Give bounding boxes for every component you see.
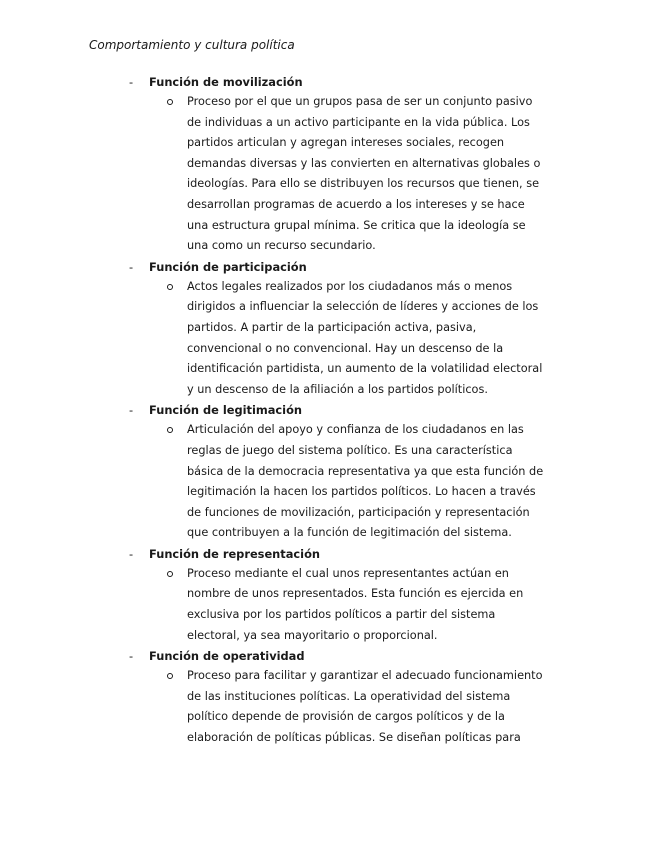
sub-item [0, 564, 655, 646]
section-paragraph [187, 92, 562, 257]
section-heading [0, 646, 655, 666]
section-representacion [0, 544, 655, 646]
text-line: Articulación del apoyo y confianza de los ciudadanos en las [187, 423, 524, 437]
text-line: electoral, ya sea mayoritario o proporcional. [187, 628, 438, 642]
text-line: político depende de provisión de cargos políticos y de la [187, 710, 505, 724]
section-title: Función de legitimación [149, 403, 303, 418]
dash-bullet: - [129, 649, 134, 664]
dash-bullet: - [129, 546, 134, 561]
text-line: y un descenso de la afiliación a los partidos políticos. [187, 382, 488, 396]
text-line: Proceso mediante el cual unos representantes actúan en [187, 566, 509, 580]
hollow-circle-bullet-icon [166, 666, 174, 687]
text-line: de individuas a un activo participante en la vida pública. Los [187, 115, 530, 129]
text-line: legitimación la hacen los partidos políticos. Lo hacen a través [187, 485, 536, 499]
hollow-circle-bullet-icon [166, 92, 174, 113]
text-line: identificación partidista, un aumento de la volatilidad electoral [187, 362, 543, 376]
section-title: Función de representación [149, 546, 321, 561]
text-line: de las instituciones políticas. La operatividad del sistema [187, 689, 511, 703]
sub-item [0, 92, 655, 257]
section-paragraph [187, 666, 562, 748]
text-line: Actos legales realizados por los ciudadanos más o menos [187, 279, 513, 293]
text-line: una estructura grupal mínima. Se critica que la ideología se [187, 218, 526, 232]
running-header: Comportamiento y cultura política [89, 38, 295, 52]
sub-item [0, 666, 655, 748]
section-paragraph [187, 277, 562, 401]
text-line: convencional o no convencional. Hay un descenso de la [187, 341, 504, 355]
hollow-circle-bullet-icon [166, 277, 174, 298]
dash-bullet: - [129, 259, 134, 274]
text-line: dirigidos a influenciar la selección de líderes y acciones de los [187, 300, 539, 314]
section-title: Función de participación [149, 259, 307, 274]
text-line: reglas de juego del sistema político. Es una característica [187, 443, 513, 457]
sub-item [0, 420, 655, 544]
dash-bullet: - [129, 403, 134, 418]
text-line: Proceso para facilitar y garantizar el adecuado funcionamiento [187, 669, 543, 683]
section-paragraph [187, 420, 562, 544]
section-heading [0, 257, 655, 277]
text-line: partidos. A partir de la participación activa, pasiva, [187, 320, 477, 334]
document-body [0, 72, 655, 749]
text-line: nombre de unos representados. Esta función es ejercida en [187, 587, 524, 601]
section-participacion [0, 257, 655, 401]
section-legitimacion [0, 400, 655, 544]
dash-bullet: - [129, 75, 134, 89]
text-line: exclusiva por los partidos políticos a partir del sistema [187, 608, 496, 622]
text-line: partidos articulan y agregan intereses sociales, recogen [187, 136, 505, 150]
text-line: ideologías. Para ello se distribuyen los recursos que tienen, se [187, 177, 540, 191]
section-heading [0, 544, 655, 564]
text-line: Proceso por el que un grupos pasa de ser un conjunto pasivo [187, 95, 533, 108]
hollow-circle-bullet-icon [166, 420, 174, 441]
section-movilizacion [0, 72, 655, 257]
text-line: demandas diversas y las convierten en alternativas globales o [187, 156, 541, 170]
hollow-circle-bullet-icon [166, 564, 174, 585]
section-operatividad [0, 646, 655, 748]
text-line: de funciones de movilización, participación y representación [187, 505, 530, 519]
section-title: Función de operatividad [149, 649, 305, 664]
sub-item [0, 277, 655, 401]
text-line: desarrollan programas de acuerdo a los intereses y se hace [187, 197, 525, 211]
text-line: que contribuyen a la función de legitimación del sistema. [187, 526, 512, 540]
section-heading [0, 72, 655, 92]
section-title: Función de movilización [149, 75, 303, 89]
text-line: una como un recurso secundario. [187, 239, 376, 253]
section-heading [0, 400, 655, 420]
text-line: básica de la democracia representativa ya que esta función de [187, 464, 544, 478]
text-line: elaboración de políticas públicas. Se diseñan políticas para [187, 731, 521, 745]
section-paragraph [187, 564, 562, 646]
